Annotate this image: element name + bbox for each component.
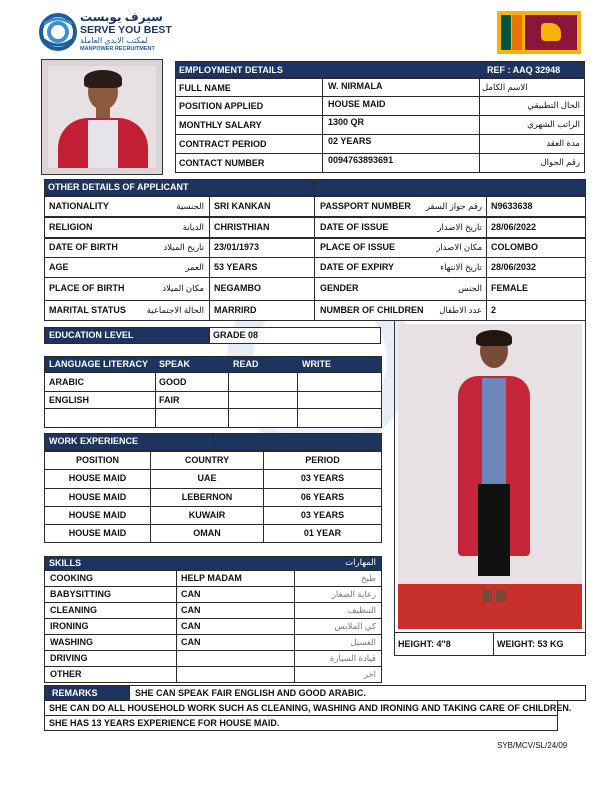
applicant-photo-small — [41, 59, 163, 175]
sri-lanka-flag-icon — [497, 11, 581, 54]
other-value-right: 28/06/2032 — [491, 262, 537, 272]
work-experience-header-right — [213, 433, 382, 451]
other-value-right: FEMALE — [491, 283, 528, 293]
other-label-left: PLACE OF BIRTH — [49, 283, 125, 293]
reference-number: REF : AAQ 32948 — [487, 65, 561, 75]
monthly-salary-label: MONTHLY SALARY — [179, 120, 262, 130]
skill-label: WASHING — [50, 637, 94, 647]
other-label-left: RELIGION — [49, 222, 93, 232]
skill-value: CAN — [181, 621, 201, 631]
other-label-right: GENDER — [320, 283, 359, 293]
contact-number-label: CONTACT NUMBER — [179, 158, 265, 168]
skill-ar: كي الملابس — [334, 621, 376, 631]
other-value-left: NEGAMBO — [214, 283, 261, 293]
skill-label: BABYSITTING — [50, 589, 112, 599]
other-value-cell — [486, 300, 586, 321]
skill-ar: طبخ — [361, 573, 376, 583]
skill-ar: التنظيف — [347, 605, 376, 615]
remarks-line-1: SHE CAN SPEAK FAIR ENGLISH AND GOOD ARABIC. — [135, 688, 366, 698]
language-arabic-speak: GOOD — [159, 377, 187, 387]
other-label-right-ar: رقم جواز السفر — [425, 201, 482, 211]
other-label-left-ar: تاريخ الميلاد — [163, 242, 204, 252]
remarks-line-2: SHE CAN DO ALL HOUSEHOLD WORK SUCH AS CLEANING, WASHING AND IRONING AND TAKING CARE OF CHILDREN. — [49, 703, 572, 713]
position-applied-value: HOUSE MAID — [328, 99, 386, 109]
other-value-right: COLOMBO — [491, 242, 538, 252]
other-label-right-ar: الجنس — [458, 283, 482, 293]
work-position: HOUSE MAID — [68, 528, 127, 538]
skill-label: IRONING — [50, 621, 89, 631]
other-details-header-right — [314, 179, 586, 196]
monthly-salary-ar: الراتب الشهري — [527, 119, 580, 129]
other-value-left: 23/01/1973 — [214, 242, 260, 252]
other-value-right: 2 — [491, 305, 497, 315]
work-period: 06 YEARS — [300, 492, 345, 502]
remarks-line-3: SHE HAS 13 YEARS EXPERIENCE FOR HOUSE MAID. — [49, 718, 280, 728]
skill-label: DRIVING — [50, 653, 88, 663]
other-label-left: DATE OF BIRTH — [49, 242, 118, 252]
company-sub-en: MANPOWER RECRUITMENT — [80, 46, 155, 52]
other-value-right: 28/06/2022 — [491, 222, 537, 232]
company-name-en: SERVE YOU BEST — [80, 24, 172, 36]
language-arabic: ARABIC — [49, 377, 84, 387]
position-applied-label: POSITION APPLIED — [179, 101, 264, 111]
work-country: LEBERNON — [181, 492, 233, 502]
full-name-label: FULL NAME — [179, 83, 231, 93]
monthly-salary-value: 1300 QR — [328, 117, 365, 127]
work-position: HOUSE MAID — [68, 510, 127, 520]
work-country: UAE — [197, 473, 217, 483]
skill-ar: اخر — [363, 669, 376, 679]
language-header-literacy: LANGUAGE LITERACY — [49, 359, 148, 369]
work-header-period: PERIOD — [305, 455, 340, 465]
company-name-ar: سيرف يوبست — [80, 10, 163, 24]
full-name-value: W. NIRMALA — [328, 81, 383, 91]
language-english-speak: FAIR — [159, 395, 180, 405]
other-label-right: NUMBER OF CHILDREN — [320, 305, 424, 315]
other-label-right: DATE OF ISSUE — [320, 222, 389, 232]
education-value: GRADE 08 — [213, 330, 259, 340]
work-position: HOUSE MAID — [68, 473, 127, 483]
position-applied-ar: الحال التطبيقي — [527, 100, 580, 110]
other-value-left: CHRISTHIAN — [214, 222, 270, 232]
other-value-right: N9633638 — [491, 201, 533, 211]
other-value-left: MARRIRD — [214, 305, 257, 315]
skill-value: CAN — [181, 637, 201, 647]
other-label-right-ar: تاريخ الانتهاء — [440, 262, 482, 272]
work-header-position: POSITION — [75, 455, 119, 465]
work-country: OMAN — [193, 528, 221, 538]
contract-period-label: CONTRACT PERIOD — [179, 139, 267, 149]
language-header-read: READ — [233, 359, 259, 369]
other-label-right: PLACE OF ISSUE — [320, 242, 396, 252]
skill-label: CLEANING — [50, 605, 97, 615]
other-label-right: DATE OF EXPIRY — [320, 262, 395, 272]
other-label-right-ar: مكان الاصدار — [436, 242, 482, 252]
skill-value: CAN — [181, 589, 201, 599]
weight-value: WEIGHT: 53 KG — [497, 639, 564, 649]
skill-value-cell — [176, 666, 295, 683]
education-label: EDUCATION LEVEL — [49, 330, 134, 340]
height-value: HEIGHT: 4"8 — [398, 639, 451, 649]
skill-ar: قيادة السيارة — [329, 653, 376, 663]
other-label-left-ar: مكان الميلاد — [162, 283, 204, 293]
full-name-ar: الاسم الكامل — [482, 82, 528, 92]
other-label-left-ar: الجنسية — [176, 201, 204, 211]
work-period: 03 YEARS — [300, 473, 345, 483]
other-value-left: 53 YEARS — [214, 262, 258, 272]
skill-ar: الغسيل — [350, 637, 376, 647]
remarks-title: REMARKS — [52, 688, 98, 698]
work-country: KUWAIR — [188, 510, 226, 520]
skill-value: CAN — [181, 605, 201, 615]
contact-number-value: 0094763893691 — [328, 155, 394, 165]
other-label-left-ar: العمر — [185, 262, 204, 272]
contract-period-ar: مدة العقد — [546, 138, 580, 148]
language-header-speak: SPEAK — [159, 359, 191, 369]
language-header-write: WRITE — [302, 359, 331, 369]
other-label-left: NATIONALITY — [49, 201, 109, 211]
company-logo-icon — [38, 12, 78, 52]
contact-number-ar: رقم الجوال — [540, 157, 580, 167]
company-sub-ar: لمكتب الايدي العاملة — [80, 36, 148, 45]
work-header-country: COUNTRY — [184, 455, 230, 465]
skills-title-ar: المهارات — [345, 557, 376, 567]
other-details-title: OTHER DETAILS OF APPLICANT — [48, 182, 189, 192]
other-value-left: SRI KANKAN — [214, 201, 271, 211]
work-period: 01 YEAR — [303, 528, 342, 538]
other-label-right-ar: تاريخ الاصدار — [437, 222, 482, 232]
skill-label: COOKING — [50, 573, 94, 583]
work-experience-title: WORK EXPERIENCE — [49, 436, 139, 446]
other-label-left: AGE — [49, 262, 69, 272]
skill-value: HELP MADAM — [181, 573, 242, 583]
skill-label: OTHER — [50, 669, 82, 679]
other-label-left-ar: الديانة — [182, 222, 204, 232]
skill-value-cell — [176, 650, 295, 667]
skill-ar: رعاية الصغار — [331, 589, 376, 599]
work-position: HOUSE MAID — [68, 492, 127, 502]
skills-title: SKILLS — [49, 558, 82, 568]
language-english: ENGLISH — [49, 395, 90, 405]
contract-period-value: 02 YEARS — [328, 136, 372, 146]
other-label-left-ar: الحالة الاجتماعية — [146, 305, 204, 315]
footer-code: SYB/MCV/SL/24/09 — [497, 741, 568, 750]
applicant-photo-full — [394, 320, 586, 633]
other-label-left: MARITAL STATUS — [49, 305, 126, 315]
employment-title: EMPLOYMENT DETAILS — [179, 65, 283, 75]
other-label-right: PASSPORT NUMBER — [320, 201, 411, 211]
other-label-right-ar: عدد الاطفال — [439, 305, 482, 315]
work-period: 03 YEARS — [300, 510, 345, 520]
